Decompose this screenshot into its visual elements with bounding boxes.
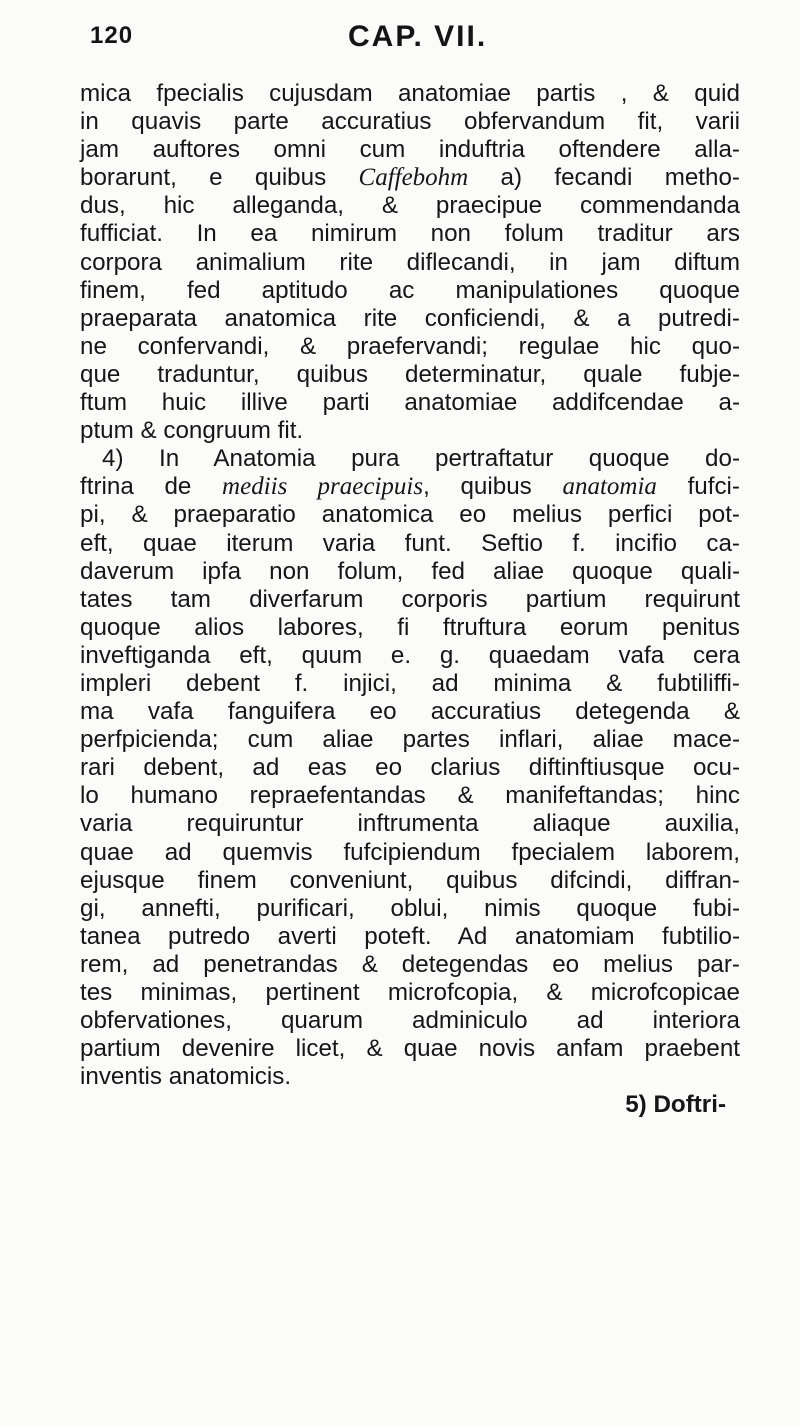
text-line: tes minimas, pertinent microfcopia, & microfcopicae bbox=[80, 979, 740, 1006]
text-line: quoque alios labores, fi ftruftura eorum penitus bbox=[80, 613, 740, 641]
text-line: ftrina de mediis praecipuis, quibus anatomia fufci- bbox=[80, 473, 740, 501]
text-line: rari debent, ad eas eo clarius diftinftiusque ocu- bbox=[80, 754, 740, 782]
text-line: partium devenire licet, & quae novis anfam praebent bbox=[80, 1035, 740, 1063]
text-line: daverum ipfa non folum, fed aliae quoque quali- bbox=[80, 557, 740, 585]
text-line: quae ad quemvis fufcipiendum fpecialem laborem, bbox=[80, 838, 740, 866]
italic-term: Caffebohm bbox=[358, 164, 469, 192]
text-line: rem, ad penetrandas & detegendas eo melius par- bbox=[80, 950, 740, 978]
text-line: inveftiganda eft, quum e. g. quaedam vafa cera bbox=[80, 641, 740, 669]
running-head bbox=[0, 12, 800, 56]
text-line: obfervationes, quarum adminiculo ad interiora bbox=[80, 1007, 740, 1035]
text-line: impleri debent f. injici, ad minima & fubtiliffi- bbox=[80, 669, 740, 697]
text-line: varia requiruntur inftrumenta aliaque auxilia, bbox=[80, 810, 740, 838]
text-line: tates tam diverfarum corporis partium requirunt bbox=[80, 585, 740, 613]
text-line: fufficiat. In ea nimirum non folum traditur ars bbox=[80, 220, 740, 248]
text-line: ptum & congruum fit. bbox=[80, 417, 304, 445]
text-line: inventis anatomicis. bbox=[80, 1063, 292, 1091]
text-line: jam auftores omni cum induftria oftendere alla- bbox=[80, 136, 740, 164]
text-line: finem, fed aptitudo ac manipulationes quoque bbox=[80, 276, 740, 304]
body-text bbox=[80, 80, 740, 1119]
text-line: pi, & praeparatio anatomica eo melius perfici pot- bbox=[80, 501, 740, 529]
text-line: tanea putredo averti poteft. Ad anatomiam fubtilio- bbox=[80, 922, 740, 950]
text-line: mica fpecialis cujusdam anatomiae partis , & quid bbox=[80, 80, 740, 107]
text-line: perfpicienda; cum aliae partes inflari, aliae mace- bbox=[80, 726, 740, 754]
text-line: ne confervandi, & praefervandi; regulae hic quo- bbox=[80, 332, 740, 360]
text-line: eft, quae iterum varia funt. Seftio f. incifio ca- bbox=[80, 529, 740, 557]
text-line: in quavis parte accuratius obfervandum fit, varii bbox=[80, 108, 740, 136]
text-line: corpora animalium rite diflecandi, in jam diftum bbox=[80, 248, 740, 276]
text-line: gi, annefti, purificari, oblui, nimis quoque fubi- bbox=[80, 894, 740, 922]
page-number: 120 bbox=[90, 22, 134, 49]
text-line: que traduntur, quibus determinatur, quale fubje- bbox=[80, 360, 740, 388]
text-line: 4) In Anatomia pura pertraftatur quoque do- bbox=[102, 445, 740, 473]
text-line: dus, hic alleganda, & praecipue commendanda bbox=[80, 192, 740, 220]
text-line: praeparata anatomica rite conficiendi, & a putredi- bbox=[80, 304, 740, 332]
text-line: ejusque finem conveniunt, quibus difcindi, diffran- bbox=[80, 866, 740, 894]
text-line: ma vafa fanguifera eo accuratius detegenda & bbox=[80, 698, 740, 726]
text-line: ftum huic illive parti anatomiae addifcendae a- bbox=[80, 389, 740, 417]
text-line: borarunt, e quibus Caffebohm a) fecandi metho- bbox=[80, 164, 740, 192]
italic-term: anatomia bbox=[562, 473, 657, 501]
chapter-title: CAP. VII. bbox=[348, 20, 488, 53]
italic-term: mediis praecipuis bbox=[222, 473, 424, 501]
text-line: lo humano repraefentandas & manifeftandas; hinc bbox=[80, 782, 740, 810]
catchword: 5) Doftri- bbox=[625, 1091, 726, 1119]
